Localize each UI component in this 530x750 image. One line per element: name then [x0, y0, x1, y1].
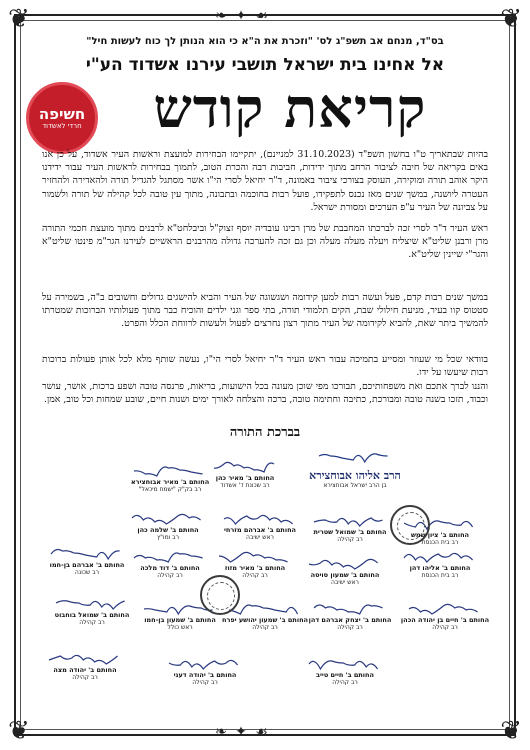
- signature-subtitle: רב קהילה: [72, 674, 98, 681]
- body-paragraph: ראש העיר ד"ר לסרי זכה לברכתו המחבבת של מרן רבינו עובדיה יוסף זצוק"ל וביבלחט"א לרבנים מתוך מועצת חכמי התורה מרן ורבנן שליט"א שיצליח ויעלה מעלה מעלה וכן גם זכה להערכה גדולה מהרבנים הראשיים לעירנו הגר"מ פינטו שליט"א והגר"י שיינין שליט"א.: [42, 223, 488, 261]
- handwritten-signature-icon: [310, 600, 390, 616]
- signature-block: [300, 448, 410, 489]
- corner-ornament-icon: ❦: [8, 4, 30, 34]
- signature-subtitle: רב שכונת ד' אשדוד: [220, 482, 270, 489]
- signature-subtitle: רב קהילה: [79, 619, 105, 626]
- signature-title: החותם ב' שמעון סויסה: [310, 571, 380, 579]
- signature-title: החותם ב' שמואל בוחבוט: [54, 611, 130, 619]
- signature-block: [395, 600, 495, 631]
- signature-subtitle: רב בית הכנסת: [421, 539, 459, 546]
- handwritten-signature-icon: [130, 548, 210, 564]
- signature-title: החותם ב' יהודה מצה: [53, 666, 117, 674]
- signature-title: החותם ב' יהודה דעני: [173, 671, 237, 679]
- signature-subtitle: רב ומו"ץ: [156, 534, 180, 541]
- handwritten-signature-icon: [305, 555, 385, 571]
- signature-title: החותם ב' מאיר אבוחצירא: [130, 478, 210, 486]
- signature-subtitle: רב קהילה: [337, 624, 363, 631]
- signature-subtitle: בן הרב ישראל אבוחצירא: [323, 482, 387, 489]
- handwritten-signature-icon: [45, 650, 125, 666]
- signature-subtitle: רב קהילה: [157, 572, 183, 579]
- signature-subtitle: רב בית הכנסת: [421, 572, 459, 579]
- signature-title: החותם ב' אברהם בן-חמו: [49, 561, 125, 569]
- signature-title: החותם ב' אברהם מזרחי: [223, 526, 297, 534]
- top-dedication: בס"ד, מנחם אב תשפ"ג לס' "וזכרת את ה"א כי הוא הנותן לך כוח לעשות חיל": [86, 36, 444, 47]
- signature-block: [210, 510, 310, 541]
- signature-block: [205, 458, 285, 489]
- signature-block: [40, 650, 130, 681]
- signature-title: החותם ב' שמעון בן-חמו: [144, 616, 216, 624]
- signature-block: [42, 545, 132, 576]
- signature-block: [118, 510, 218, 541]
- signature-title: החותם ב' שלמה כהן: [137, 526, 199, 534]
- stamp-text: חשיפה: [38, 104, 86, 123]
- official-seal-icon: [200, 575, 240, 615]
- signature-block: [305, 600, 395, 631]
- handwritten-signature-icon: [400, 548, 480, 564]
- signature-block: [42, 595, 142, 626]
- top-ornament-icon: ❧ ✦ ☙: [215, 8, 270, 24]
- signature-block: [390, 548, 490, 579]
- body-paragraph: בהיות שבתאריך ט"ו בחשון תשפ"ד (31.10.2023 למניינם), יתקיימו הבחירות למועצת וראשות העיר אשדוד, על כן אנו באים בקריאה של חיבה לציבור הרחב מתוך ידידות, חביבות רבה והכרת הטוב, לתמוך בבחירות לראשות העיר עבור ידידנו היקר אוהב תורה ומוקירה, העוסק בצורכי ציבור באמונה, ד"ר יחיאל לסרי הי"ו אשר מסתגל להגדיל תורה ולהאדירה ולהחזיר העטרה ליושנה, במשך שנים מאז נכנס לתפקידו, פועל רבות בחוכמה ובתבונה, מתוך עין טובה לכל קהילה של תורה ולשמור על צביונה של העיר ע"פ הערכים ומסורת ישראל.: [42, 149, 489, 213]
- signature-title: החותם ב' חיים בן יהודה הכהן: [400, 616, 490, 624]
- page-title: קריאת קודש: [153, 76, 427, 140]
- signature-title: החותם ב' שמואל שטרית: [313, 528, 387, 536]
- handwritten-signature-icon: [210, 458, 280, 474]
- handwritten-signature-icon: [52, 595, 132, 611]
- signature-subtitle: רב שכונה: [74, 569, 100, 576]
- addressee-heading: אל אחינו בית ישראל תושבי עירנו אשדוד הע"י: [85, 55, 445, 75]
- signature-block: [125, 548, 215, 579]
- body-paragraph: במשך שנים רבות קדם, פעל ועשה רבות למען קידומה ושגשוגה של העיר והביא להישגים גדולים וחשובים ב"ה, בשמירה על סטטוס קוו בעיר, מניעת חילולי שבת, הקים תלמודי תורה, בתי ספר וגני ילדים והוכיח כבר מתוך פעולותיו הברוכות שמטרתו להמשיך ביתר שאת, להביא לקידומה של העיר מתוך רצון נחרצים לפעול ולעשות לרווחת הכלל והפרט.: [42, 292, 488, 330]
- signature-title: החותם ב' שמעון יהושע יפרח: [222, 616, 308, 624]
- body-paragraph: בוודאי שכל מי שעוזר ומסייע בתמיכה עבור ראש העיר ד"ר יחיאל לסרי הי"ו, נעשה שותף מלא לכל אותן פעולות ברוכות רבות שיעשו על ידו.: [42, 354, 488, 379]
- handwritten-signature-icon: [315, 448, 395, 470]
- signature-subtitle: רב קהילה: [242, 572, 268, 579]
- handwritten-signature-icon: [310, 512, 390, 528]
- official-seal-icon: [390, 505, 430, 545]
- corner-ornament-icon: ❦: [500, 4, 522, 34]
- signature-title: החותם ב' ציון שמש: [410, 531, 470, 539]
- signature-subtitle: רב בק"ק "ישמח מיכאל": [138, 486, 202, 493]
- signature-subtitle: רב קהילה: [432, 624, 458, 631]
- stamp-subtext: חרדי לאשדוד: [42, 121, 82, 130]
- signature-block: [300, 655, 390, 686]
- bottom-ornament-icon: ❧ ✦ ☙: [215, 724, 270, 740]
- signature-subtitle: רב קהילה: [252, 624, 278, 631]
- body-paragraph: והננו לברך אתכם ואת משפחותיכם, תבורכו מפי שוכן מעונה בכל הישועות, בריאות, פרנסה טובה ושפע ברכות, אושר, עושר וכבוד, תזכו בשנה טובה ומבורכת, כתיבה וחתימה טובה, ברכה והצלחה לאורך ימים ושנות חיים, שובע שמחות וכל טוב, אמן.: [42, 381, 488, 406]
- signature-title: הרב אליהו אבוחצירא: [309, 469, 401, 482]
- handwritten-signature-icon: [215, 548, 295, 564]
- handwritten-signature-icon: [130, 462, 210, 478]
- signature-title: החותם ב' מאיר כהן: [215, 474, 275, 482]
- signature-title: החותם ב' יצחק אברהם דהן: [308, 616, 392, 624]
- signature-subtitle: ראש ישיבה: [331, 579, 359, 586]
- signature-title: החותם ב' מאיר מזוז: [224, 564, 286, 572]
- signature-subtitle: ראש כולל: [167, 624, 193, 631]
- signature-subtitle: ראש ישיבה: [246, 534, 274, 541]
- handwritten-signature-icon: [128, 510, 208, 526]
- handwritten-signature-icon: [405, 600, 485, 616]
- signature-block: [300, 555, 390, 586]
- signature-title: החותם ב' דוד מלכה: [140, 564, 200, 572]
- signature-block: [300, 512, 400, 543]
- handwritten-signature-icon: [305, 655, 385, 671]
- signature-subtitle: רב קהילה: [192, 679, 218, 686]
- corner-ornament-icon: ❦: [500, 716, 522, 746]
- corner-ornament-icon: ❦: [8, 716, 30, 746]
- handwritten-signature-icon: [220, 510, 300, 526]
- signature-title: החותם ב' אליהו דהן: [409, 564, 471, 572]
- blessing-heading: בברכת התורה: [229, 425, 301, 440]
- exposure-stamp: [26, 82, 98, 154]
- handwritten-signature-icon: [47, 545, 127, 561]
- signature-title: החותם ב' חיים טייב: [316, 671, 374, 679]
- signature-block: [160, 655, 250, 686]
- handwritten-signature-icon: [165, 655, 245, 671]
- signature-subtitle: רב קהילה: [332, 679, 358, 686]
- signature-subtitle: רב קהילה: [337, 536, 363, 543]
